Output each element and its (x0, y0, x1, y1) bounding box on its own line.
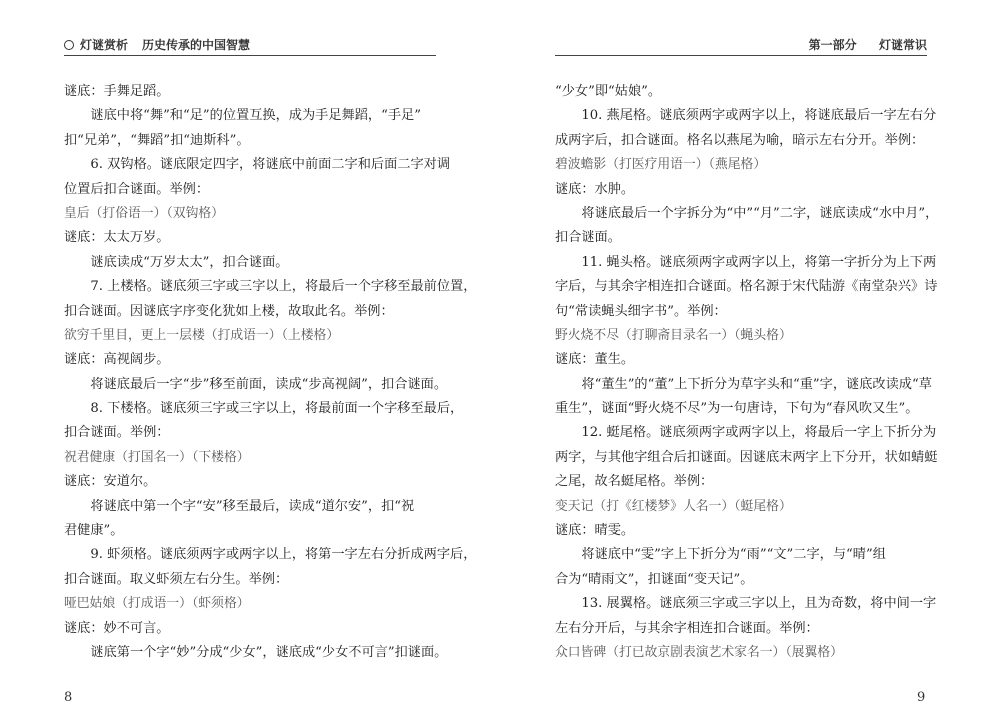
text-line: 将谜底中“雯”字上下折分为“雨”“文”二字，与“晴”组 (581, 547, 886, 563)
header-part: 第一部分 (808, 38, 857, 52)
riddle-example: 欲穷千里目，更上一层楼（打成语一）（上楼格） (64, 327, 340, 343)
text-line: 字后，与其余字相连扣合谜面。格名源于宋代陆游《南堂杂兴》诗 (555, 279, 938, 295)
text-line: 将谜底最后一字“步”移至前面，读成“步高视阔”，扣合谜面。 (90, 376, 448, 392)
riddle-answer: 谜底：安道尔。 (64, 474, 157, 490)
header-rule-left (64, 55, 436, 56)
riddle-answer: 谜底：高视阔步。 (64, 352, 170, 368)
circle-icon (64, 40, 74, 50)
page-number-right: 9 (917, 690, 926, 705)
text-line: 11. 蝇头格。谜底须两字或两字以上，将第一字折分为上下两 (581, 254, 937, 270)
text-line: 8. 下楼格。谜底须三字或三字以上，将最前面一个字移至最后， (90, 401, 464, 417)
text-line: 谜底中将“舞”和“足”的位置互换，成为手足舞蹈，“手足” (90, 108, 421, 124)
text-line: 9. 虾须格。谜底须两字或两字以上，将第一字左右分折成两字后， (90, 547, 477, 563)
right-page-body (555, 80, 939, 665)
text-line: 合为“晴雨文”，扣谜面“变天记”。 (555, 571, 754, 587)
text-line: 重生”，谜面“野火烧不尽”为一句唐诗，下句为“春风吹又生”。 (555, 401, 919, 417)
riddle-example: 众口皆碑（打已故京剧表演艺术家名一）（展翼格） (555, 644, 843, 660)
header-book-title: 灯谜赏析 (80, 38, 129, 52)
riddle-example: 野火烧不尽（打聊斋目录名一）（蝇头格） (555, 327, 792, 343)
riddle-answer: 谜底：晴雯。 (555, 523, 635, 539)
header-part-title: 灯谜常识 (878, 38, 927, 52)
riddle-example: 变天记（打《红楼梦》人名一）（蜓尾格） (555, 498, 792, 514)
text-line: 谜底第一个字“妙”分成“少女”，谜底成“少女不可言”扣谜面。 (90, 644, 448, 660)
text-line: 位置后扣合谜面。举例： (64, 181, 210, 197)
text-line: 7. 上楼格。谜底须三字或三字以上，将最后一个字移至最前位置， (90, 279, 477, 295)
riddle-example: 皇后（打俗语一）（双钩格） (64, 205, 224, 221)
riddle-example: 哑巴姑娘（打成语一）（虾须格） (64, 596, 250, 612)
text-line: 将“董生”的“董”上下折分为草字头和“重”字，谜底改读成“草 (581, 376, 932, 392)
left-page-body (64, 80, 477, 665)
running-header-right (809, 36, 927, 53)
text-line: 扣合谜面。因谜底字序变化犹如上楼，故取此名。举例： (64, 303, 394, 319)
text-line: 扣合谜面。举例： (64, 425, 170, 441)
text-line: 成两字后，扣合谜面。格名以燕尾为喻，暗示左右分开。举例： (555, 132, 925, 148)
text-line: 将谜底最后一个字拆分为“中”“月”二字，谜底读成“水中月”， (581, 205, 939, 221)
header-rule-right (555, 55, 927, 56)
text-line: “少女”即“姑娘”。 (555, 84, 662, 99)
text-line: 两字，与其他字组合后扣谜面。因谜底末两字上下分开，状如蜻蜓 (555, 449, 938, 465)
text-line: 10. 燕尾格。谜底须两字或两字以上，将谜底最后一字左右分 (581, 108, 937, 124)
riddle-answer: 谜底：水肿。 (555, 181, 635, 197)
text-line: 6. 双钩格。谜底限定四字，将谜底中前面二字和后面二字对调 (90, 157, 451, 173)
page-number-left: 8 (64, 690, 73, 705)
text-line: 之尾，故名蜓尾格。举例： (555, 474, 714, 490)
text-line: 左右分开后，与其余字相连扣合谜面。举例： (555, 620, 819, 636)
riddle-answer: 谜底：太太万岁。 (64, 230, 170, 246)
text-line: 句“常读蝇头细字书”。举例： (555, 303, 727, 319)
text-line: 13. 展翼格。谜底须三字或三字以上，且为奇数，将中间一字 (581, 596, 937, 612)
text-line: 君健康”。 (64, 523, 124, 539)
text-line: 谜底读成“万岁太太”，扣合谜面。 (90, 254, 289, 270)
text-line: 将谜底中第一个字“安”移至最后，读成“道尔安”，扣“祝 (90, 498, 415, 514)
running-header-left (64, 36, 250, 53)
text-line: 扣合谜面。取义虾须左右分生。举例： (64, 571, 289, 587)
header-book-subtitle: 历史传承的中国智慧 (142, 38, 251, 52)
riddle-answer: 谜底：妙不可言。 (64, 620, 170, 636)
riddle-example: 祝君健康（打国名一）（下楼格） (64, 449, 250, 465)
riddle-example: 碧波蟾影（打医疗用语一）（燕尾格） (555, 157, 767, 173)
riddle-answer: 谜底：手舞足蹈。 (64, 84, 170, 99)
riddle-answer: 谜底：董生。 (555, 352, 635, 368)
text-line: 扣“兄弟”，“舞蹈”扣“迪斯科”。 (64, 132, 250, 148)
text-line: 12. 蜓尾格。谜底须两字或两字以上，将最后一字上下折分为 (581, 425, 937, 441)
text-line: 扣合谜面。 (555, 230, 621, 246)
